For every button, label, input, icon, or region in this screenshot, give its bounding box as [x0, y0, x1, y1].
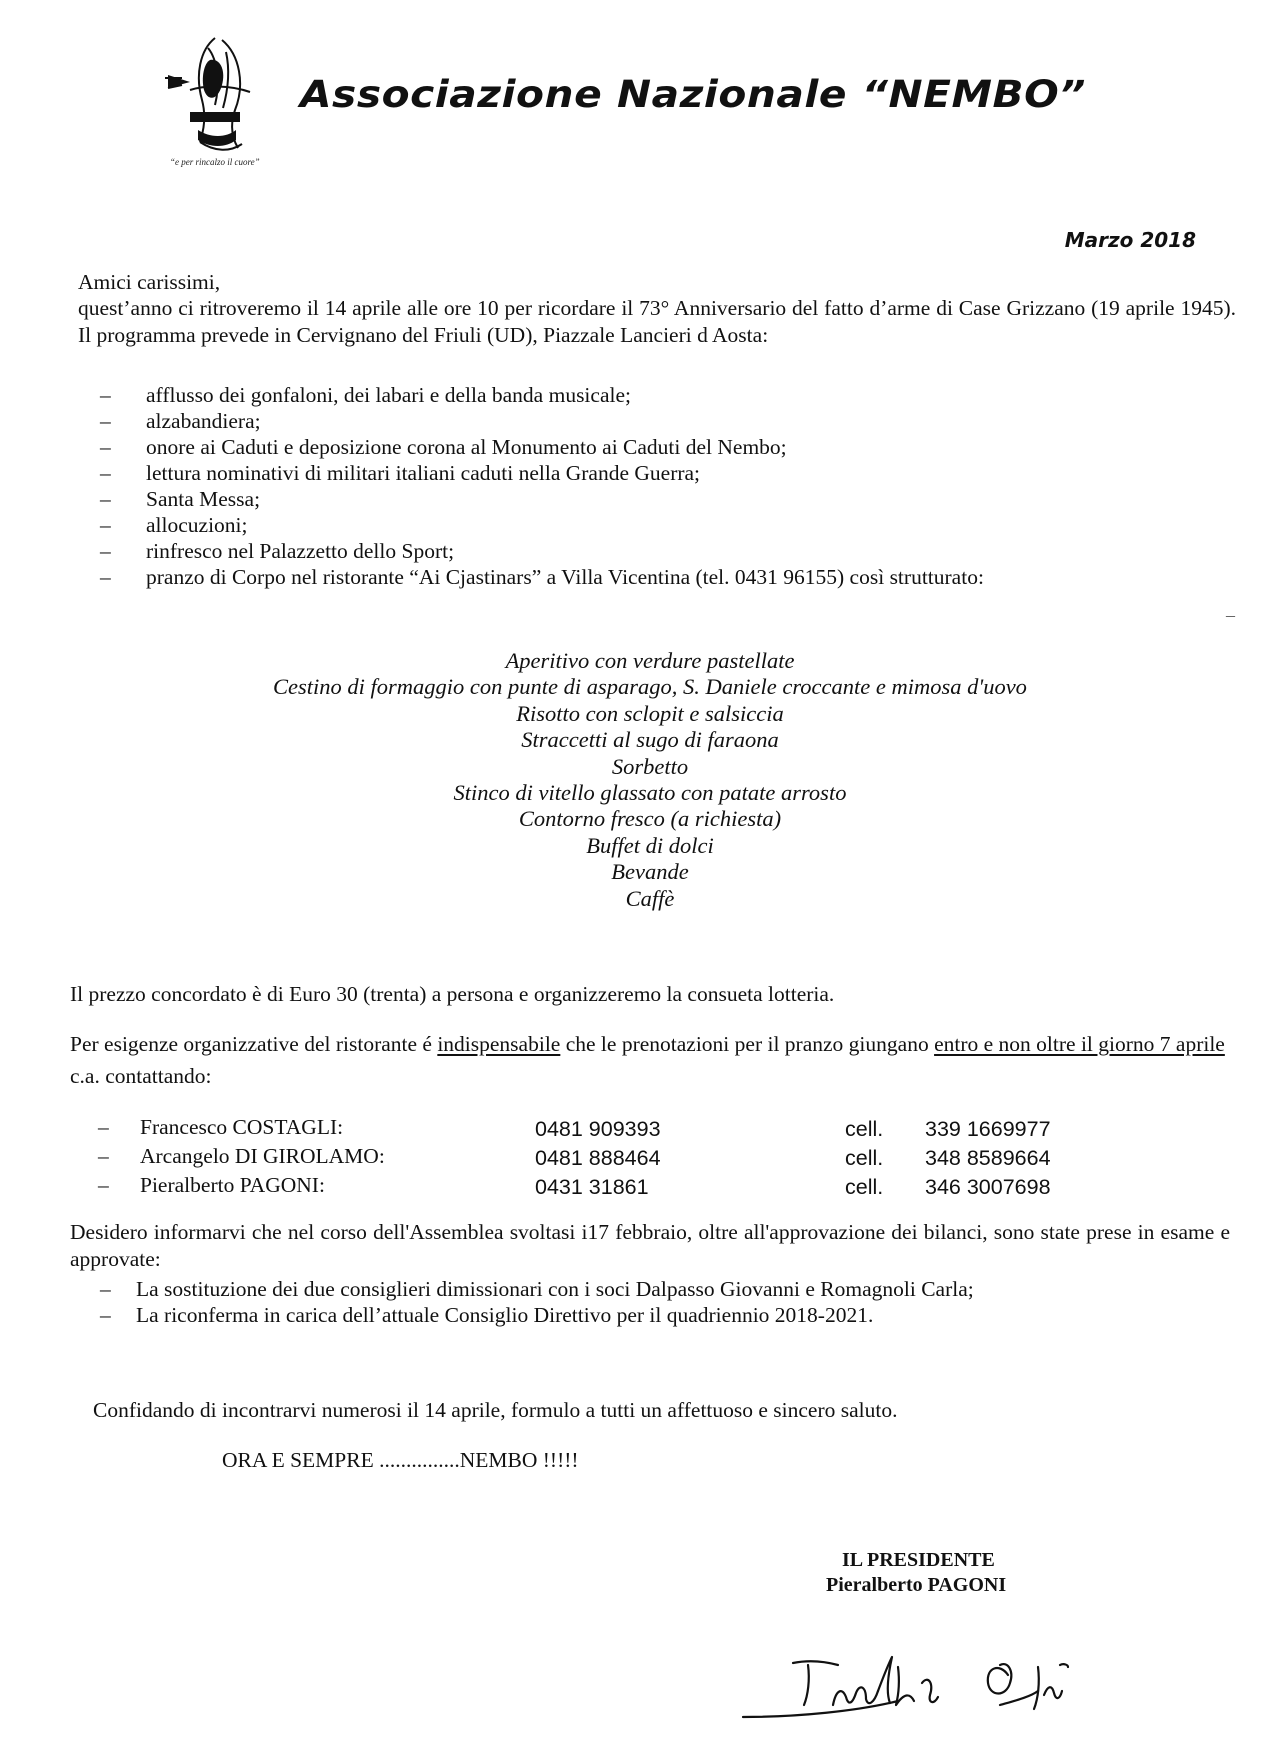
menu-item: Buffet di dolci: [586, 832, 714, 858]
association-logo-emblem: [160, 30, 270, 165]
dash-bullet: –: [100, 487, 111, 511]
menu-item: Aperitivo con verdure pastellate: [505, 648, 795, 673]
cell-label: cell.: [845, 1175, 884, 1199]
logo-motto: “e per rincalzo il cuore”: [170, 157, 260, 167]
dash-bullet: –: [100, 1277, 111, 1301]
closing-paragraph: Confidando di incontrarvi numerosi il 14 aprile, formulo a tutti un affettuoso e sincero saluto.: [93, 1398, 898, 1422]
contact-name: Francesco COSTAGLI:: [140, 1115, 344, 1139]
booking-paragraph: [70, 1028, 1230, 1092]
contact-name: Arcangelo DI GIROLAMO:: [140, 1144, 385, 1168]
cell-label: cell.: [845, 1146, 884, 1170]
program-item: Santa Messa;: [146, 487, 261, 511]
dash-bullet: –: [100, 409, 111, 433]
menu-item: Sorbetto: [611, 753, 689, 779]
contact-name: Pieralberto PAGONI:: [140, 1173, 325, 1197]
booking-text: Per esigenze organizzative del ristorante é: [70, 1032, 438, 1056]
menu-item: Risotto con sclopit e salsiccia: [516, 700, 784, 726]
letter-date: Marzo 2018: [1064, 228, 1196, 252]
dash-bullet: –: [100, 383, 111, 407]
assembly-paragraph: Desidero informarvi che nel corso dell'Assemblea svoltasi i17 febbraio, oltre all'approvazione dei bilanci, sono state prese in esame e approvate:: [70, 1220, 1230, 1271]
edge-mark: –: [1226, 605, 1235, 625]
decision-item: La sostituzione dei due consiglieri dimissionari con i soci Dalpasso Giovanni e Romagnoli Carla;: [136, 1277, 974, 1301]
booking-text: c.a. contattando:: [70, 1064, 212, 1088]
dash-bullet: –: [100, 1303, 111, 1327]
menu-item: Cestino di formaggio con punte di asparago, S. Daniele croccante e mimosa d'uovo: [273, 674, 1027, 700]
dash-bullet: –: [100, 539, 111, 563]
program-item: afflusso dei gonfaloni, dei labari e della banda musicale;: [146, 383, 631, 407]
lunch-menu: [150, 648, 1150, 912]
dash-bullet: –: [100, 513, 111, 537]
menu-item: Contorno fresco (a richiesta): [518, 806, 782, 832]
greeting: Amici carissimi,: [78, 270, 221, 294]
booking-text: che le prenotazioni per il pranzo giungano: [560, 1032, 935, 1056]
contact-phone: 0481 888464: [535, 1146, 661, 1170]
cell-label: cell.: [845, 1117, 884, 1141]
program-item: alzabandiera;: [146, 409, 261, 433]
motto-line: ORA E SEMPRE ...............NEMBO !!!!!: [222, 1448, 579, 1472]
contact-phone: 0431 31861: [535, 1175, 649, 1199]
dash-bullet: –: [100, 435, 111, 459]
decision-item: La riconferma in carica dell’attuale Consiglio Direttivo per il quadriennio 2018-2021.: [136, 1303, 874, 1327]
price-paragraph: Il prezzo concordato è di Euro 30 (trenta) a persona e organizzeremo la consueta lotteria.: [70, 982, 835, 1006]
handwritten-signature: [738, 1605, 1128, 1745]
program-item: rinfresco nel Palazzetto dello Sport;: [146, 539, 455, 563]
contact-phone: 0481 909393: [535, 1117, 661, 1141]
dash-bullet: –: [100, 461, 111, 485]
booking-emphasis: indispensabile: [437, 1032, 561, 1056]
menu-item: Bevande: [611, 859, 689, 885]
dash-bullet: –: [100, 565, 111, 589]
dash-bullet: –: [98, 1173, 109, 1197]
program-item: lettura nominativi di militari italiani caduti nella Grande Guerra;: [146, 461, 701, 485]
contact-cell: 348 8589664: [925, 1146, 1051, 1170]
contact-cell: 346 3007698: [925, 1175, 1051, 1199]
program-item: onore ai Caduti e deposizione corona al Monumento ai Caduti del Nembo;: [146, 435, 787, 459]
dash-bullet: –: [98, 1115, 109, 1139]
booking-deadline: entro e non oltre il giorno 7 aprile: [934, 1032, 1225, 1056]
menu-item: Stinco di vitello glassato con patate arrosto: [453, 779, 847, 805]
contact-cell: 339 1669977: [925, 1117, 1051, 1141]
signatory-title: IL PRESIDENTE: [842, 1549, 995, 1571]
menu-item: Straccetti al sugo di faraona: [521, 727, 779, 753]
organization-title: Associazione Nazionale “NEMBO”: [300, 73, 1087, 116]
menu-item: Caffè: [625, 885, 675, 911]
signatory-name: Pieralberto PAGONI: [826, 1574, 1007, 1596]
program-item: pranzo di Corpo nel ristorante “Ai Cjastinars” a Villa Vicentina (tel. 0431 96155) così strutturato:: [146, 565, 984, 589]
program-item: allocuzioni;: [146, 513, 248, 537]
dash-bullet: –: [98, 1144, 109, 1168]
intro-paragraph: quest’anno ci ritroveremo il 14 aprile alle ore 10 per ricordare il 73° Anniversario del fatto d’arme di Case Grizzano (19 aprile 1945). Il programma prevede in Cervignano del Friuli (UD), Piazzale Lancieri d Aosta:: [78, 296, 1236, 347]
